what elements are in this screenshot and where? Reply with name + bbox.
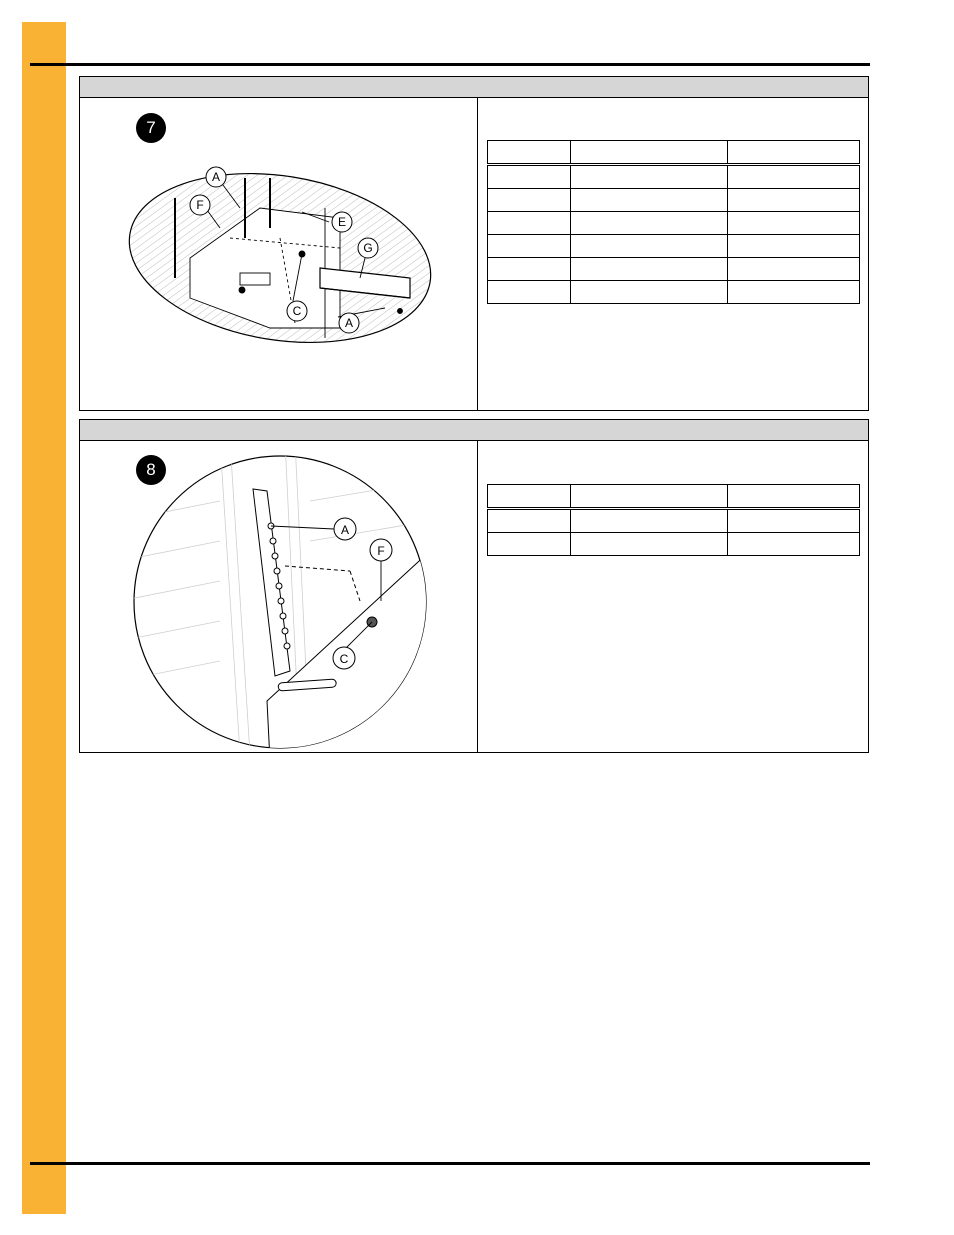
table-row xyxy=(488,281,860,304)
step-8-callout-f: F xyxy=(377,544,385,558)
step-7-callout-f: F xyxy=(196,198,204,212)
step-8-parts-table xyxy=(487,484,860,556)
step-8-header-bar xyxy=(80,420,868,441)
step-7-box xyxy=(79,76,869,411)
step-8-figure-panel xyxy=(80,441,478,752)
step-7-callout-a-top: A xyxy=(211,170,221,184)
table-row xyxy=(488,165,860,189)
footer-rule xyxy=(30,1162,870,1165)
table-header-row xyxy=(488,485,860,509)
step-7-header-bar xyxy=(80,77,868,98)
side-color-bar xyxy=(22,22,66,1214)
header-rule xyxy=(30,63,870,66)
step-7-callout-a-bottom: A xyxy=(344,316,354,330)
table-row xyxy=(488,258,860,281)
step-7-parts-table xyxy=(487,140,860,304)
step-7-callout-e: E xyxy=(337,215,347,229)
step-8-text-panel xyxy=(478,441,868,752)
table-row xyxy=(488,533,860,556)
step-7-text-panel xyxy=(478,98,868,410)
step-8-number: 8 xyxy=(146,460,156,479)
step-8-box xyxy=(79,419,869,753)
step-7-callout-c: C xyxy=(292,304,302,318)
step-8-callout-a: A xyxy=(340,523,350,537)
step-8-assembly-illustration xyxy=(80,441,478,754)
step-7-number: 7 xyxy=(146,118,156,137)
table-row xyxy=(488,212,860,235)
table-header-row xyxy=(488,141,860,165)
step-7-assembly-illustration xyxy=(80,98,478,412)
step-7-callout-g: G xyxy=(363,241,373,255)
table-row xyxy=(488,189,860,212)
step-7-figure-panel xyxy=(80,98,478,410)
step-8-callout-c: C xyxy=(339,652,349,666)
table-row xyxy=(488,235,860,258)
table-row xyxy=(488,509,860,533)
